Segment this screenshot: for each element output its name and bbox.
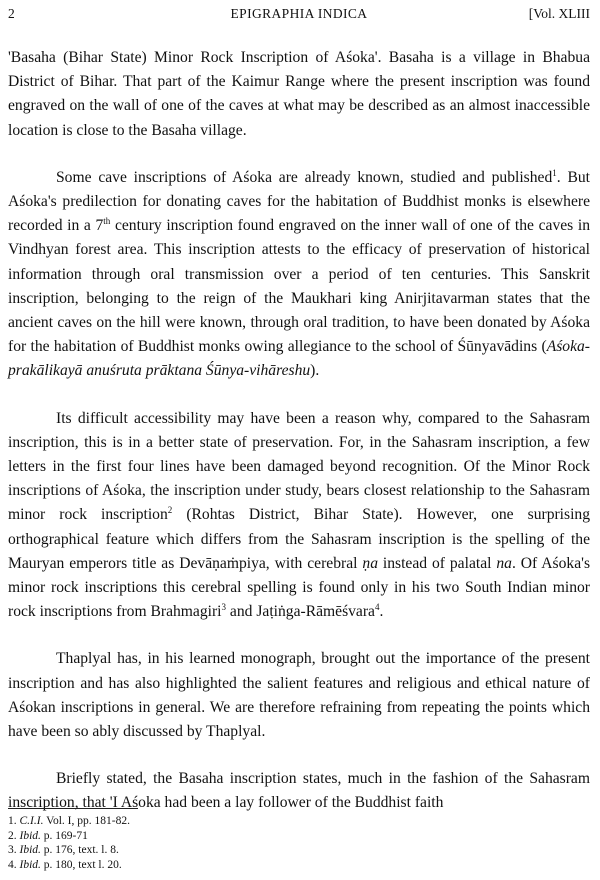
footnote-number: 4. — [8, 858, 17, 871]
italic-text: na — [496, 554, 512, 572]
footnote-divider — [8, 808, 138, 809]
text-run: Thaplyal has, in his learned monograph, brought out the importance of the present inscription and has also highlighted the salient features and religious and ethical nature of Aśokan inscriptions in general. We are therefore refraining from repeating the points which have been so ably discussed by Thaplyal. — [8, 650, 590, 741]
text-run: . — [379, 603, 384, 621]
volume-label: [Vol. XLIII — [528, 6, 590, 21]
text-run: . But Aśoka's predilection for donating caves for the habitation of Buddhist monks is elsewhere recorded in a 7 — [8, 168, 590, 235]
footnote-marker: th — [103, 216, 111, 227]
text-run: century inscription found engraved on the inner wall of one of the caves in Vindhyan forest area. This inscription attests to the efficacy of preservation of historical information through oral transmission over a period of ten centuries. This Sanskrit inscription, belonging to the reign of the Maukhari king Anirjitavarman states that the ancient caves on the hill were known, through oral tradition, to have been donated by Aśoka for the habitation of Buddhist monks owing allegiance to the school of Śūnyavādins ( — [8, 217, 590, 356]
footnote-number: 1. — [8, 815, 17, 827]
footnote-ref: Ibid. — [19, 858, 41, 871]
footnote-marker: 1 — [552, 167, 557, 178]
text-run: ). — [310, 362, 320, 380]
italic-text: ṇa — [362, 554, 378, 572]
footnote — [8, 814, 408, 829]
text-run: instead of palatal — [377, 554, 497, 572]
footnote-ref: Ibid. — [19, 844, 41, 856]
footnote-number: 3. — [8, 844, 17, 856]
footnote-marker: 4 — [374, 602, 380, 613]
paragraph — [8, 46, 590, 143]
footnote — [8, 843, 408, 858]
running-header — [8, 6, 590, 26]
footnote-number: 2. — [8, 829, 17, 842]
text-run: Briefly stated, the Basaha inscription states, much in the fashion of the Sahasram inscription, that 'I Aśoka had been a lay follower of the Buddhist faith — [8, 770, 590, 812]
footnotes — [8, 814, 408, 872]
footnote-marker: 3 — [221, 602, 227, 613]
footnote-text: p. 169-71 — [40, 829, 88, 842]
text-run: (Rohtas District, Bihar State). However, one surprising orthographical feature which differs from the Sahasram inscription is the spelling of the Mauryan emperors title as Devāṇaṁpiya, with cerebral — [8, 506, 591, 572]
paragraph — [8, 647, 590, 744]
footnote — [8, 858, 408, 873]
text-run: Some cave inscriptions of Aśoka are already known, studied and published — [56, 168, 553, 186]
text-run: and Jaṭiṅga-Rāmēśvara — [226, 603, 375, 621]
footnote-text: Vol. I, pp. 181-82. — [43, 815, 130, 827]
text-run: 'Basaha (Bihar State) Minor Rock Inscription of Aśoka'. Basaha is a village in Bhabua District of Bihar. That part of the Kaimur Range where the present inscription was found engraved on the wall of one of the caves at what may be described as an almost inaccessible location is close to the Basaha village. — [8, 49, 590, 139]
page-number: 2 — [8, 6, 15, 21]
text-run: Its difficult accessibility may have been a reason why, compared to the Sahasram inscription, this is in a better state of preservation. For, in the Sahasram inscription, a few letters in the first four lines have been damaged beyond recognition. Of the Minor Rock inscriptions of Aśoka, the inscription under study, bears closest relationship to the Sahasram minor rock inscription — [8, 409, 590, 524]
journal-title: EPIGRAPHIA INDICA — [230, 6, 368, 21]
footnote-marker: 2 — [167, 505, 173, 516]
footnote-text: p. 180, text l. 20. — [40, 858, 122, 871]
paragraph — [8, 166, 590, 384]
footnote — [8, 829, 408, 844]
footnote-text: p. 176, text. l. 8. — [40, 844, 119, 856]
body-text — [8, 46, 590, 816]
footnote-ref: Ibid. — [19, 829, 41, 842]
paragraph — [8, 407, 590, 625]
text-run: . Of Aśoka's minor rock inscriptions this cerebral spelling is found only in his two South Indian minor rock inscriptions from Brahmagiri — [8, 554, 591, 621]
italic-text: Aśoka-prakālikayā anuśruta prāktana Śūnya-vihāreshu — [8, 338, 590, 380]
footnote-ref: C.I.I. — [19, 815, 44, 827]
